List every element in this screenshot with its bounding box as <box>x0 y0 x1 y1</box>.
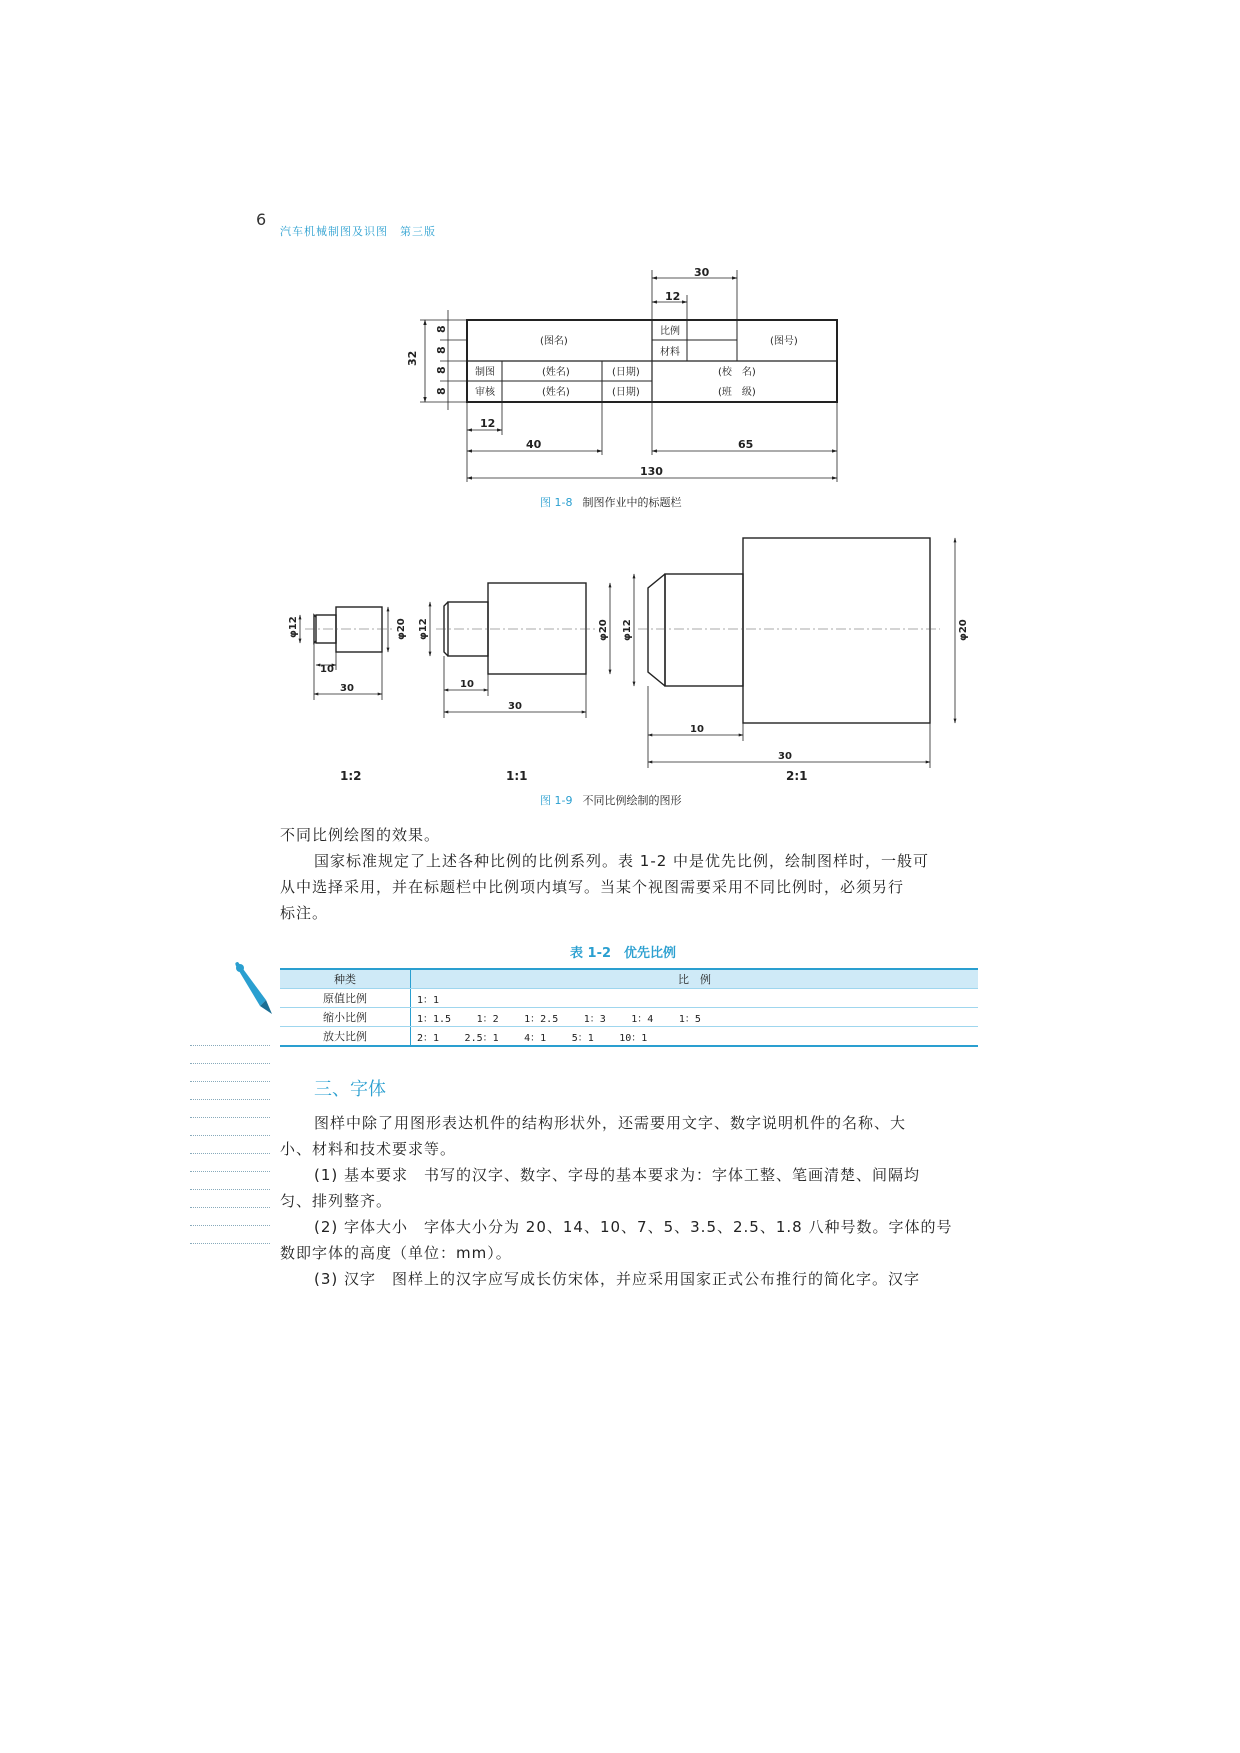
para-2-line-3: 标注。 <box>280 904 329 922</box>
v3-len30: 30 <box>778 751 792 762</box>
fig1-8-caption <box>540 494 681 510</box>
cell-xiao-ming: (校 名) <box>718 367 756 378</box>
v1-d12: φ12 <box>288 616 299 638</box>
header-ratio: 比 例 <box>411 969 979 989</box>
section-p3-line-1: (2) 字体大小 字体大小分为 20、14、10、7、5、3.5、2.5、1.8 八种号数。字体的号 <box>314 1218 953 1236</box>
cell-xing-ming-1: (姓名) <box>542 367 570 378</box>
section-p4-line-1: (3) 汉字 图样上的汉字应写成长仿宋体，并应采用国家正式公布推行的简化字。汉字 <box>314 1270 921 1288</box>
ratio-value: 1：5 <box>678 1013 701 1025</box>
margin-note-lines <box>190 1045 270 1261</box>
v1-len10: 10 <box>320 664 334 675</box>
v2-len30: 30 <box>508 701 522 712</box>
cell-tu-hao: (图号) <box>770 336 798 347</box>
v1-scale: 1:2 <box>340 769 362 783</box>
fig1-8-number: 图 1-8 <box>540 496 573 509</box>
section-p2-line-2: 匀、排列整齐。 <box>280 1192 393 1210</box>
cell-zhi-tu: 制图 <box>475 367 495 378</box>
ratio-value: 2：1 <box>417 1032 440 1044</box>
cell-ri-qi-1: (日期) <box>612 367 640 378</box>
cell-bi-li: 比例 <box>660 326 680 337</box>
dim-12-top: 12 <box>665 290 681 303</box>
dim-30-top: 30 <box>694 266 710 279</box>
v2-scale: 1:1 <box>506 769 528 783</box>
para-1: 不同比例绘图的效果。 <box>280 826 441 844</box>
v2-d12: φ12 <box>418 618 429 640</box>
dim-130: 130 <box>640 465 663 478</box>
cell-tu-ming: (图名) <box>540 336 568 347</box>
dim-8-b: 8 <box>435 346 448 354</box>
ratio-value: 5：1 <box>571 1032 594 1044</box>
table-row <box>280 1008 978 1027</box>
v3-scale: 2:1 <box>786 769 808 783</box>
row-values <box>411 1027 979 1047</box>
fig1-9-caption <box>540 792 681 808</box>
v2-d20: φ20 <box>598 619 609 641</box>
table-row <box>280 1027 978 1047</box>
para-2-line-2: 从中选择采用，并在标题栏中比例项内填写。当某个视图需要采用不同比例时，必须另行 <box>280 878 905 896</box>
v1-len30: 30 <box>340 683 354 694</box>
dim-32-left: 32 <box>406 350 419 366</box>
section-heading: 三、字体 <box>314 1079 386 1100</box>
row-kind: 原值比例 <box>280 989 411 1008</box>
header-kind: 种类 <box>280 969 411 989</box>
fig1-9-text: 不同比例绘制的图形 <box>582 794 682 807</box>
para-2-line-1: 国家标准规定了上述各种比例的比例系列。表 1-2 中是优先比例，绘制图样时，一般可 <box>314 852 930 870</box>
cell-shen-he: 审核 <box>475 387 495 398</box>
ratio-value: 1：1 <box>417 994 440 1006</box>
cell-ban-ji: (班 级) <box>718 387 756 398</box>
dim-8-d: 8 <box>435 387 448 395</box>
dim-8-c: 8 <box>435 366 448 374</box>
ratio-value: 1：2 <box>476 1013 499 1025</box>
row-values <box>411 1008 979 1027</box>
running-header: 汽车机械制图及识图 第三版 <box>280 225 436 238</box>
v3-d20: φ20 <box>958 619 969 641</box>
cell-cai-liao: 材料 <box>660 347 680 358</box>
section-p1-line-2: 小、材料和技术要求等。 <box>280 1140 457 1158</box>
section-p2-line-1: (1) 基本要求 书写的汉字、数字、字母的基本要求为：字体工整、笔画清楚、间隔均 <box>314 1166 921 1184</box>
dim-40: 40 <box>526 438 542 451</box>
table-header-row <box>280 969 978 989</box>
dim-65: 65 <box>738 438 754 451</box>
ratio-value: 1：3 <box>583 1013 606 1025</box>
ratio-value: 1：2.5 <box>524 1013 559 1025</box>
scale-comparison-figure <box>270 528 970 788</box>
row-kind: 缩小比例 <box>280 1008 411 1027</box>
v3-len10: 10 <box>690 724 704 735</box>
cell-ri-qi-2: (日期) <box>612 387 640 398</box>
dim-12-bottom: 12 <box>480 417 496 430</box>
preferred-ratio-table <box>280 968 978 1047</box>
page-number: 6 <box>256 210 267 229</box>
title-block-figure <box>400 260 860 490</box>
row-values <box>411 989 979 1008</box>
table-row <box>280 989 978 1008</box>
ratio-value: 2.5：1 <box>464 1032 499 1044</box>
ratio-value: 4：1 <box>524 1032 547 1044</box>
ratio-value: 10：1 <box>619 1032 648 1044</box>
fig1-8-text: 制图作业中的标题栏 <box>582 496 682 509</box>
v1-d20: φ20 <box>396 618 407 640</box>
ratio-value: 1：1.5 <box>417 1013 452 1025</box>
pen-icon <box>232 960 276 1018</box>
fig1-9-number: 图 1-9 <box>540 794 573 807</box>
dim-8-a: 8 <box>435 325 448 333</box>
section-body <box>280 1110 980 1292</box>
ratio-value: 1：4 <box>631 1013 654 1025</box>
section-p1-line-1: 图样中除了用图形表达机件的结构形状外，还需要用文字、数字说明机件的名称、大 <box>314 1114 907 1132</box>
body-paragraphs <box>280 822 980 926</box>
v2-len10: 10 <box>460 679 474 690</box>
section-p3-line-2: 数即字体的高度（单位：mm）。 <box>280 1244 512 1262</box>
row-kind: 放大比例 <box>280 1027 411 1047</box>
cell-xing-ming-2: (姓名) <box>542 387 570 398</box>
table-title: 表 1-2 优先比例 <box>570 946 677 961</box>
v3-d12: φ12 <box>622 619 633 641</box>
